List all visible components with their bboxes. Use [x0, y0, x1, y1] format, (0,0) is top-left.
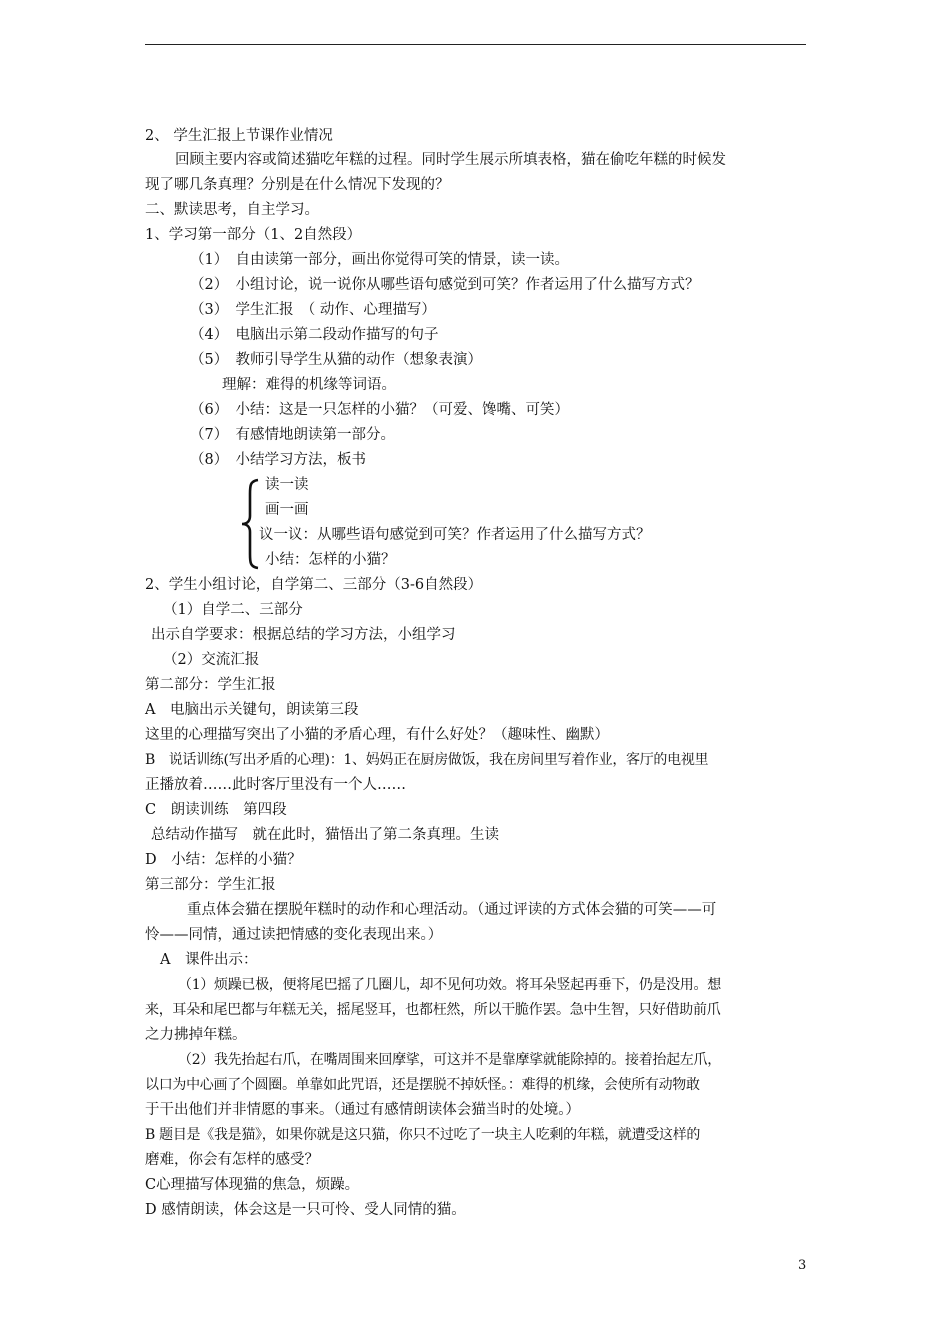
text-line: （6） 小结：这是一只怎样的小猫？（可爱、馋嘴、可笑） — [190, 402, 569, 418]
text-line: （1）自学二、三部分 — [163, 602, 303, 618]
text-line: 现了哪几条真理？分别是在什么情况下发现的？ — [145, 177, 450, 193]
text-line: 二、默读思考，自主学习。 — [145, 202, 319, 218]
text-line: （3） 学生汇报 （ 动作、心理描写） — [190, 302, 436, 318]
text-line: D 小结：怎样的小猫？ — [145, 852, 302, 868]
text-line: B 说话训练(写出矛盾的心理)：1、妈妈正在厨房做饭，我在房间里写着作业，客厅的电视里 — [145, 752, 709, 768]
text-line: 第二部分：学生汇报 — [145, 677, 276, 693]
text-line: 以口为中心画了个圆圈。单靠如此咒语，还是摆脱不掉妖怪。：难得的机缘，会使所有动物敢 — [145, 1077, 700, 1093]
text-line: （1） 自由读第一部分，画出你觉得可笑的情景，读一读。 — [190, 252, 569, 268]
text-line: 总结动作描写 就在此时，猫悟出了第二条真理。生读 — [151, 827, 499, 843]
text-line: （2） 小组讨论，说一说你从哪些语句感觉到可笑？作者运用了什么描写方式？ — [190, 277, 700, 293]
text-line: D 感情朗读，体会这是一只可怜、受人同情的猫。 — [145, 1202, 466, 1218]
text-line: （1）烦躁已极，便将尾巴摇了几圈儿，却不见何功效。将耳朵竖起再垂下，仍是没用。想 — [178, 977, 721, 993]
text-line: （4） 电脑出示第二段动作描写的句子 — [190, 327, 439, 343]
text-line: （8） 小结学习方法，板书 — [190, 452, 366, 468]
text-line: 读一读 — [265, 477, 309, 493]
text-line: 这里的心理描写突出了小猫的矛盾心理，有什么好处？（趣味性、幽默） — [145, 727, 609, 743]
text-line: 2、学生小组讨论，自学第二、三部分（3-6自然段） — [145, 577, 483, 593]
curly-brace — [240, 478, 260, 570]
text-line: C 朗读训练 第四段 — [145, 802, 287, 818]
header-rule — [145, 44, 806, 45]
text-line: 磨难，你会有怎样的感受？ — [145, 1152, 319, 1168]
text-line: 正播放着……此时客厅里没有一个人…… — [145, 777, 406, 793]
text-line: A 电脑出示关键句，朗读第三段 — [145, 702, 359, 718]
text-line: 之力拂掉年糕。 — [145, 1027, 247, 1043]
text-line: 理解：难得的机缘等词语。 — [222, 377, 396, 393]
text-line: 回顾主要内容或简述猫吃年糕的过程。同时学生展示所填表格，猫在偷吃年糕的时候发 — [175, 152, 726, 168]
text-line: 来，耳朵和尾巴都与年糕无关，摇尾竖耳，也都枉然，所以干脆作罢。急中生智，只好借助前爪 — [145, 1002, 721, 1018]
page-number: 3 — [798, 1258, 807, 1273]
text-line: 第三部分：学生汇报 — [145, 877, 276, 893]
text-line: 2、 学生汇报上节课作业情况 — [145, 128, 333, 144]
text-line: 出示自学要求：根据总结的学习方法，小组学习 — [151, 627, 456, 643]
text-line: （5） 教师引导学生从猫的动作（想象表演） — [190, 352, 482, 368]
text-line: （7） 有感情地朗读第一部分。 — [190, 427, 395, 443]
text-line: 小结：怎样的小猫？ — [265, 552, 396, 568]
text-line: 1、学习第一部分（1、2自然段） — [145, 227, 362, 243]
text-line: B 题目是《我是猫》，如果你就是这只猫，你只不过吃了一块主人吃剩的年糕，就遭受这样的 — [145, 1127, 701, 1143]
text-line: （2）我先抬起右爪，在嘴周围来回摩挲，可这并不是靠摩挲就能除掉的。接着抬起左爪， — [178, 1052, 721, 1068]
text-line: C心理描写体现猫的焦急，烦躁。 — [145, 1177, 360, 1193]
text-line: 画一画 — [265, 502, 309, 518]
text-line: A 课件出示： — [160, 952, 258, 968]
text-line: 议一议：从哪些语句感觉到可笑？作者运用了什么描写方式？ — [259, 527, 651, 543]
text-line: 重点体会猫在摆脱年糕时的动作和心理活动。（通过评读的方式体会猫的可笑——可 — [187, 902, 717, 918]
text-line: （2）交流汇报 — [163, 652, 260, 668]
text-line: 怜——同情，通过读把情感的变化表现出来。） — [145, 927, 443, 943]
text-line: 于干出他们并非情愿的事来。（通过有感情朗读体会猫当时的处境。） — [145, 1102, 580, 1118]
